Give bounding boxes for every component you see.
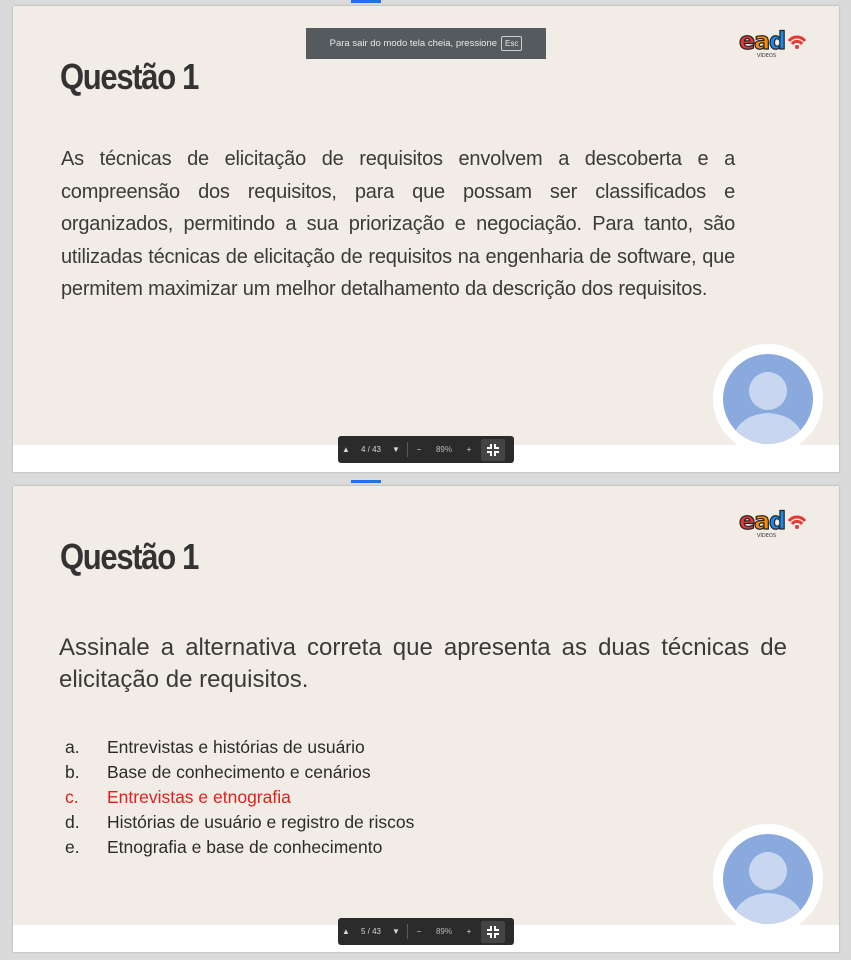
zoom-level: 89%	[435, 445, 452, 454]
next-page-button[interactable]: ▼	[392, 445, 400, 454]
presenter-avatar	[713, 344, 823, 454]
presentation-toolbar	[338, 918, 514, 945]
exit-fullscreen-icon[interactable]	[481, 439, 505, 461]
svg-text:e: e	[739, 507, 756, 535]
svg-text:VÍDEOS: VÍDEOS	[757, 53, 777, 59]
option-e	[65, 835, 414, 860]
svg-text:VÍDEOS: VÍDEOS	[757, 533, 777, 539]
question-prompt: Assinale a alternativa correta que apresenta as duas técnicas de elicitação de requisitos.	[59, 634, 787, 693]
question-title: Questão 1	[60, 56, 199, 97]
slide-4	[13, 6, 839, 472]
ead-logo	[739, 27, 809, 59]
page-indicator	[351, 0, 381, 3]
prev-page-button[interactable]: ▲	[342, 445, 350, 454]
next-page-button[interactable]: ▼	[392, 927, 400, 936]
page-indicator	[351, 480, 381, 483]
page-counter[interactable]: 5 / 43	[360, 927, 381, 936]
exit-fullscreen-icon[interactable]	[481, 921, 505, 943]
option-letter: a.	[65, 737, 80, 757]
answer-options	[65, 735, 414, 860]
option-letter: b.	[65, 762, 80, 782]
presenter-avatar	[713, 824, 823, 934]
zoom-out-button[interactable]: −	[416, 927, 422, 936]
toolbar-divider	[407, 442, 408, 457]
presentation-toolbar	[338, 436, 514, 463]
ead-logo	[739, 507, 809, 539]
option-text: Histórias de usuário e registro de riscos	[107, 812, 415, 832]
svg-text:a: a	[754, 27, 771, 55]
question-title: Questão 1	[60, 536, 199, 577]
option-d	[65, 810, 414, 835]
svg-text:d: d	[769, 27, 787, 55]
option-text: Entrevistas e histórias de usuário	[107, 737, 365, 757]
prev-page-button[interactable]: ▲	[342, 927, 350, 936]
svg-text:a: a	[754, 507, 771, 535]
option-b	[65, 760, 414, 785]
toolbar-divider	[407, 924, 408, 939]
option-letter: c.	[65, 787, 79, 807]
zoom-level: 89%	[435, 927, 452, 936]
slide-5	[13, 486, 839, 952]
zoom-in-button[interactable]: +	[466, 445, 472, 454]
question-context: As técnicas de elicitação de requisitos envolvem a descoberta e a compreensão dos requisitos, para que possam ser classificados e organizados, permitindo a sua priorização e negociação. Para tanto, são utilizadas técnicas de elicitação de requisitos na engenharia de software, que permitem maximizar um melhor detalhamento da descrição dos requisitos.	[61, 148, 735, 300]
svg-text:e: e	[739, 27, 756, 55]
option-text: Entrevistas e etnografia	[107, 787, 291, 807]
option-a	[65, 735, 414, 760]
fullscreen-exit-toast	[306, 28, 546, 59]
option-c-correct	[65, 785, 414, 810]
option-letter: e.	[65, 837, 80, 857]
zoom-in-button[interactable]: +	[466, 927, 472, 936]
toast-message: Para sair do modo tela cheia, pressione	[329, 38, 498, 49]
svg-text:d: d	[769, 507, 787, 535]
esc-key-hint: Esc	[501, 36, 522, 51]
page-counter[interactable]: 4 / 43	[360, 445, 381, 454]
zoom-out-button[interactable]: −	[416, 445, 422, 454]
option-text: Base de conhecimento e cenários	[107, 762, 371, 782]
option-letter: d.	[65, 812, 80, 832]
option-text: Etnografia e base de conhecimento	[107, 837, 383, 857]
